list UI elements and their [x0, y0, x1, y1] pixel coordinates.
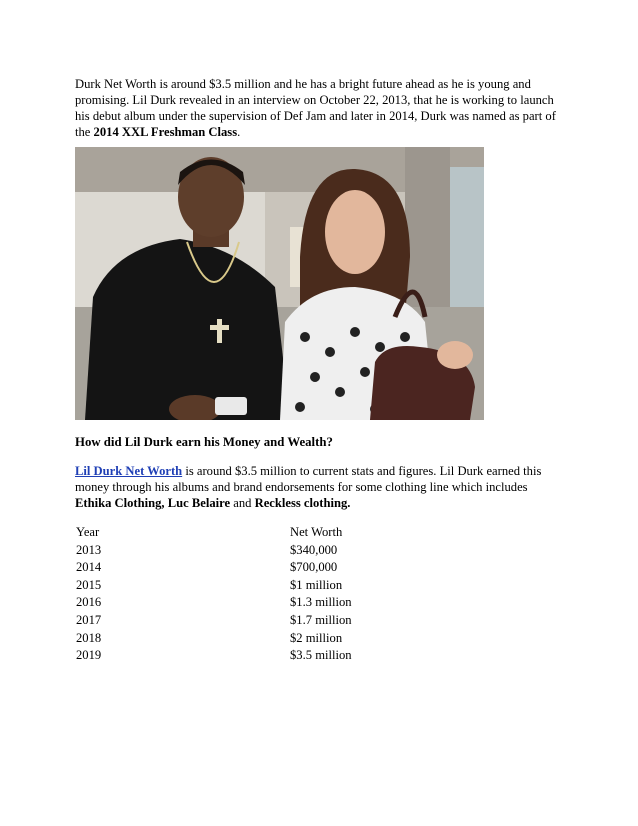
table-row — [75, 613, 375, 631]
cell-year: 2014 — [76, 560, 102, 575]
wealth-bold-reckless: Reckless clothing. — [254, 496, 351, 510]
table-row — [75, 560, 375, 578]
cell-net-worth: $700,000 — [290, 560, 338, 575]
table-header-row — [75, 525, 375, 543]
net-worth-link[interactable]: Lil Durk Net Worth — [75, 464, 183, 478]
intro-text-1: Durk Net Worth is around $3.5 million and he has a bright future ahead as he is young and promising. Lil Durk revealed in an interview on October 22, 2013, that he is working to launch his debut album under the supervision of Def Jam and later in 2014, Durk was named as part of the — [75, 77, 556, 139]
table-row — [75, 648, 375, 666]
header-year: Year — [76, 525, 100, 539]
table-row — [75, 578, 375, 596]
cell-net-worth: $1.3 million — [290, 595, 352, 610]
intro-paragraph — [75, 76, 565, 140]
cell-net-worth: $1 million — [290, 577, 343, 592]
photo-lil-durk-with-woman — [75, 147, 484, 420]
cell-net-worth: $3.5 million — [290, 648, 352, 663]
table-row — [75, 595, 375, 613]
cell-year: 2018 — [76, 630, 102, 645]
wealth-paragraph — [75, 463, 565, 511]
cell-year: 2013 — [76, 542, 102, 557]
wealth-bold-brands: Ethika Clothing, Luc Belaire — [75, 496, 231, 510]
intro-bold-xxl: 2014 XXL Freshman Class — [93, 125, 238, 139]
cell-year: 2019 — [76, 648, 102, 663]
cell-net-worth: $340,000 — [290, 542, 338, 557]
cell-net-worth: $1.7 million — [290, 612, 352, 627]
cell-year: 2016 — [76, 595, 102, 610]
intro-text-2: . — [237, 125, 241, 139]
table-row — [75, 631, 375, 649]
header-net-worth: Net Worth — [290, 525, 343, 539]
cell-year: 2015 — [76, 577, 102, 592]
net-worth-table — [75, 525, 375, 666]
section-heading: How did Lil Durk earn his Money and Wealth? — [75, 435, 333, 449]
wealth-text-1: is around $3.5 million to current stats and figures. Lil Durk earned this money through his albums and brand endorsements for some clothing line which includes — [75, 464, 542, 494]
table-row — [75, 543, 375, 561]
wealth-text-2: and — [230, 496, 255, 510]
cell-year: 2017 — [76, 612, 102, 627]
cell-net-worth: $2 million — [290, 630, 343, 645]
